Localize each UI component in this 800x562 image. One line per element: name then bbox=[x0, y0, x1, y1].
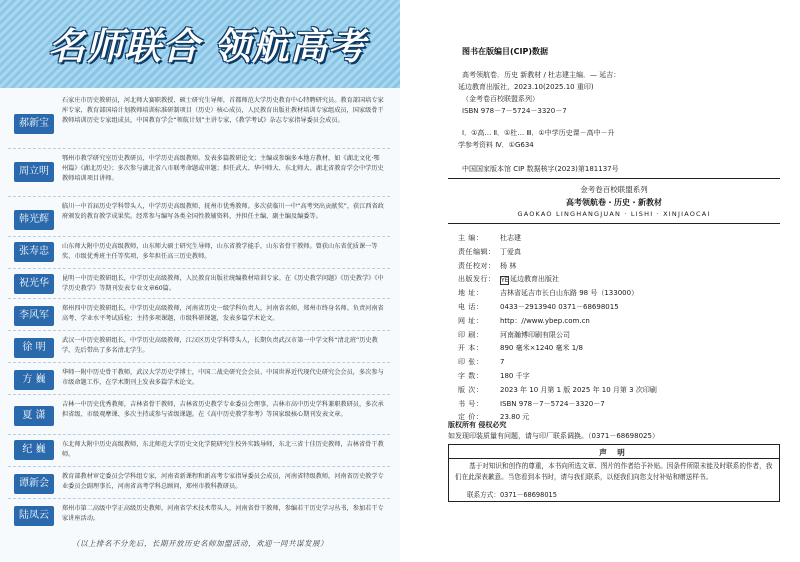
rights-line: 如发现印装质量有问题，请与印厂联系调换。（0371－68698025） bbox=[448, 432, 659, 440]
rights-title: 版权所有 侵权必究 bbox=[448, 421, 507, 429]
imprint-row: 责任校对： 杨 林 bbox=[458, 261, 517, 270]
teacher-name-badge: 谭新会 bbox=[14, 474, 54, 494]
teacher-name-badge: 郝新宝 bbox=[14, 114, 54, 134]
imprint-row: 字 数： 180 千字 bbox=[458, 371, 530, 380]
teacher-bio: 吉林一中历史优秀教师，吉林省骨干教师，吉林省历史教学专业委员会理事，吉林市高中历史学科兼职教研员，多次承担省级、市级观摩课、多次主持或参与省级课题。在《高中历史教学参考》等国家级核心期刊发表文章。 bbox=[62, 401, 384, 418]
imprint-row: 责任编辑： 丁爱真 bbox=[458, 247, 521, 256]
teacher-name-badge: 祝光华 bbox=[14, 274, 54, 294]
cip-title: 图书在版编目(CIP)数据 bbox=[462, 47, 549, 56]
right-page bbox=[400, 0, 800, 562]
teacher-bio: 华师一附中历史骨干教师，武汉大学历史学博士，中国二战史研究会会员、中国世界近代现代史研究会会员，多次参与市级命题工作，在学术期刊上发表多篇学术论文。 bbox=[62, 369, 384, 386]
statement-title: 声 明 bbox=[599, 448, 629, 457]
teacher-name-badge: 李风军 bbox=[14, 306, 54, 326]
teacher-bio: 山东师大附中历史高级教师，山东师大硕士研究生导师，山东省教学能手，山东省骨干教师。曾获山东省优质课一等奖、市级优秀班主任等奖项，多年担任高三历史教师。 bbox=[62, 243, 378, 260]
teacher-bio: 武汉一中历史教研组长，中学历史高级教师，江汉区历史学科带头人，长期负责武汉市第一中学文科“清北班”历史教学，先后带出了多名清北学生。 bbox=[62, 337, 378, 354]
teacher-bio: 鄂州市教学研究室历史教研员，中学历史高级教师。发表多篇教研论文；主编或参编多本地方教材，如《湖北文化·鄂州篇》《湖北历史》；多次参与湖北省八市联考命题或审题；担任武大、华中师大、东北师大、湖北省教育学会中学历史教师培训项目讲师。 bbox=[62, 155, 384, 182]
imprint-row: 印 张： 7 bbox=[458, 358, 505, 367]
cip-line: Ⅰ．①高… Ⅱ．①杜… Ⅲ．①中学历史课－高中－升 bbox=[462, 129, 615, 137]
teacher-bio: 教育部教材审定委员会学科组专家，河南省新课程和新高考专家指导委员会成员，河南省特级教师，河南省历史教学专业委员会副理事长，河南省高考学科总顾问，郑州市教科教研员。 bbox=[62, 473, 384, 490]
divider bbox=[448, 178, 780, 179]
banner-title bbox=[48, 16, 366, 70]
series-name: 金考卷百校联盟系列 bbox=[580, 185, 648, 194]
copyright-notice bbox=[448, 420, 659, 442]
book-title: 高考领航卷・历史・新教材 bbox=[566, 198, 662, 207]
teacher-bio: 昆明一中历史教研组长，中学历史高级教师，人民教育出版社统编教材培训专家。在《历史教学问题》《历史教学》《中学历史教学》等期刊发表专业文章60篇。 bbox=[62, 275, 384, 292]
cip-line: 学参考资料 Ⅳ．①G634 bbox=[458, 141, 534, 149]
teacher-name-badge: 徐 明 bbox=[14, 338, 54, 358]
imprint-row: 出版发行： YE 延边教育出版社 bbox=[458, 275, 559, 285]
cip-line: 中国国家版本馆 CIP 数据核字(2023)第181137号 bbox=[462, 165, 619, 173]
imprint-row: 电 话： 0433－2913940 0371－68698015 bbox=[458, 302, 619, 311]
publisher-logo-icon: YE bbox=[501, 277, 509, 285]
teacher-bio: 临川一中首届历史学科带头人，中学历史高级教师，抚州市优秀教师。多次获临川一中“高考突出贡献奖”，获江西省政府颁发的教育教学成果奖。经常参与编写各类全国性教辅资料，并担任主编、副主编及编委等。 bbox=[62, 203, 384, 220]
cip-line: （金考卷百校联盟系列） bbox=[462, 95, 539, 103]
imprint-row: 定 价： 23.80 元 bbox=[458, 413, 530, 422]
statement-box bbox=[448, 444, 780, 502]
imprint-row: 网 址： http：//www.ybep.com.cn bbox=[458, 316, 590, 325]
imprint-row: 地 址： 吉林省延吉市长白山东路 98 号（133000） bbox=[458, 289, 639, 298]
divider bbox=[448, 223, 780, 224]
banner-title-part1: 名师联合 bbox=[48, 24, 200, 68]
book-title-pinyin: GAOKAO LINGHANGJUAN · LISHI · XINJIAOCAI bbox=[517, 210, 711, 218]
cip-line: ISBN 978－7－5724－3320－7 bbox=[462, 107, 567, 115]
teacher-name-badge: 周立明 bbox=[14, 162, 54, 182]
statement-contact: 联系方式：0371－68698015 bbox=[467, 491, 557, 499]
cip-line: 延边教育出版社，2023.10(2025.10 重印) bbox=[458, 83, 594, 91]
teacher-name-badge: 方 巍 bbox=[14, 370, 54, 390]
teacher-name-badge: 陆凤云 bbox=[14, 506, 54, 526]
imprint-row: 版 次： 2023 年 10 月第 1 版 2025 年 10 月第 3 次印刷 bbox=[458, 385, 657, 394]
teacher-bio: 石家庄市历史教研员，河北师大赛职教授、硕士研究生导师，首都师范大学历史教育中心特聘研究员。教育部国培专家库专家，教育部国培计划教师培训标准研制项目（历史）核心成员，人民教育出版社教材培训专家组成员，国家级骨干教师培训历史专家组成员，中国教育学会“领航计划”主讲专家，《教学考试》杂志专家指导委员会成员。 bbox=[62, 97, 384, 124]
imprint-row: 书 号： ISBN 978－7－5724－3320－7 bbox=[458, 399, 605, 408]
imprint-info bbox=[458, 232, 657, 425]
teacher-name-badge: 韩光辉 bbox=[14, 210, 54, 230]
banner-title-part2: 领航高考 bbox=[214, 24, 366, 68]
teacher-name-badge: 张寿忠 bbox=[14, 242, 54, 262]
imprint-row: 主 编： 杜志建 bbox=[458, 234, 521, 242]
title-banner bbox=[0, 0, 400, 88]
teacher-bio: 郑州四中历史教研组长，中学历史高级教师，河南省历史一级学科负责人，河南省名师，郑州市终身名师。负责河南省高考、学业水平考试质检；主持多项课题，市级科研课题，发表多篇学术论文。 bbox=[62, 305, 384, 322]
teacher-bio: 东北师大附中历史高级教师，东北师范大学历史文化学院研究生校外实践导师，东北三省十佳历史教师，吉林省骨干教师。 bbox=[62, 441, 384, 458]
statement-body: 基于对知识和创作的尊重，本书向所选文章、图片的作者给予补贴。因条件所限未能及时联系的作者，我们在此深表歉意。当您看到本书时，请与我们联系，以便我们向您支付补贴和赠送样书。 bbox=[455, 462, 773, 481]
imprint-row: 印 刷： 河南瀚博印刷有限公司 bbox=[458, 330, 570, 339]
cip-line: 高考领航卷．历史 新教材 / 杜志建主编．— 延吉： bbox=[462, 71, 621, 79]
left-footer-note: （以上排名不分先后，长期开放历史名师加盟活动，欢迎一同共谋发展） bbox=[72, 539, 328, 548]
imprint-row: 开 本： 890 毫米×1240 毫米 1/8 bbox=[458, 344, 583, 353]
teacher-bio: 郑州市第二高级中学正高级历史教师，河南省学术技术带头人，河南省骨干教师，参编若干历史学习丛书，参加若干专家讲座活动。 bbox=[62, 505, 384, 522]
teacher-name-badge: 夏 潇 bbox=[14, 406, 54, 426]
teacher-name-badge: 纪 巍 bbox=[14, 440, 54, 460]
